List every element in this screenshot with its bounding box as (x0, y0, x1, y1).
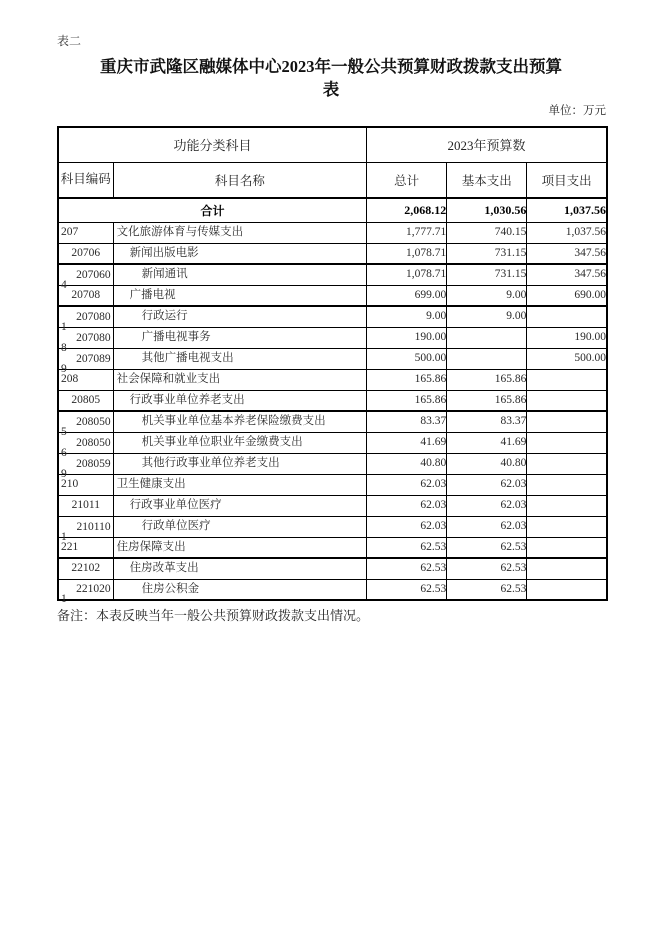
code-main: 207 (61, 226, 79, 238)
project-cell: 1,037.56 (527, 222, 607, 243)
table-row (58, 327, 607, 348)
total-cell: 62.53 (367, 558, 447, 579)
code-main: 20805 (71, 393, 101, 406)
code-cell (58, 306, 113, 333)
basic-cell: 62.03 (447, 474, 527, 495)
total-row-basic: 1,030.56 (447, 198, 527, 222)
code-hang-digit: 9 (61, 362, 67, 375)
project-cell (527, 369, 607, 390)
code-main: 21011 (71, 499, 100, 511)
basic-cell: 9.00 (447, 306, 527, 327)
code-cell (58, 264, 113, 291)
total-cell: 190.00 (367, 327, 447, 348)
code-main: 20708 (71, 288, 101, 301)
table-row (58, 285, 607, 306)
name-cell: 机关事业单位职业年金缴费支出 (113, 432, 366, 453)
table-row (58, 348, 607, 369)
code-cell (58, 222, 113, 243)
total-cell: 699.00 (367, 285, 447, 306)
code-hang-digit: 5 (61, 425, 67, 438)
header-function-group: 功能分类科目 (58, 127, 367, 162)
table-header (58, 127, 607, 198)
project-cell (527, 432, 607, 453)
total-cell: 500.00 (367, 348, 447, 369)
budget-table (57, 126, 608, 605)
project-cell: 690.00 (527, 285, 607, 306)
code-hang-digit: 9 (61, 467, 67, 480)
table-row (58, 369, 607, 390)
name-cell: 机关事业单位基本养老保险缴费支出 (113, 411, 366, 432)
total-row (58, 198, 607, 222)
total-cell: 41.69 (367, 432, 447, 453)
name-cell: 社会保障和就业支出 (113, 369, 366, 390)
project-cell (527, 306, 607, 327)
code-cell (58, 558, 113, 579)
project-cell (527, 579, 607, 600)
page-title-line1: 重庆市武隆区融媒体中心2023年一般公共预算财政拨款支出预算 (100, 57, 562, 76)
footnote: 备注：本表反映当年一般公共预算财政拨款支出情况。 (57, 608, 370, 623)
total-cell: 1,078.71 (367, 243, 447, 264)
basic-cell: 41.69 (447, 432, 527, 453)
header-col-name: 科目名称 (113, 162, 366, 198)
code-hang-digit: 1 (61, 530, 67, 543)
total-cell: 1,078.71 (367, 264, 447, 285)
project-cell (527, 516, 607, 537)
basic-cell (447, 348, 527, 369)
name-cell: 住房保障支出 (113, 537, 366, 558)
basic-cell: 9.00 (447, 285, 527, 306)
table-body (58, 198, 607, 605)
code-main: 207080 (76, 310, 111, 323)
table-row (58, 453, 607, 474)
header-col-total: 总计 (367, 162, 447, 198)
code-hang-digit: 1 (61, 320, 67, 333)
project-cell (527, 390, 607, 411)
basic-cell: 62.53 (447, 579, 527, 600)
table-row (58, 432, 607, 453)
table-row (58, 474, 607, 495)
total-cell: 62.03 (367, 516, 447, 537)
code-main: 22102 (71, 562, 101, 575)
project-cell: 347.56 (527, 264, 607, 285)
code-main: 208050 (76, 415, 111, 428)
code-main: 208059 (76, 457, 111, 470)
table-row (58, 579, 607, 600)
header-budget-group: 2023年预算数 (367, 127, 607, 162)
name-cell: 其他行政事业单位养老支出 (113, 453, 366, 474)
code-cell (58, 390, 113, 411)
project-cell (527, 411, 607, 432)
table-row (58, 411, 607, 432)
code-main: 20706 (71, 246, 101, 259)
code-main: 210 (61, 478, 79, 490)
basic-cell: 165.86 (447, 369, 527, 390)
name-cell: 新闻出版电影 (113, 243, 366, 264)
name-cell: 行政事业单位养老支出 (113, 390, 366, 411)
code-main: 208 (61, 373, 79, 385)
code-hang-digit: 4 (61, 278, 67, 291)
name-cell: 广播电视事务 (113, 327, 366, 348)
project-cell (527, 537, 607, 558)
total-row-total: 2,068.12 (367, 198, 447, 222)
total-cell: 83.37 (367, 411, 447, 432)
basic-cell: 62.53 (447, 537, 527, 558)
basic-cell: 740.15 (447, 222, 527, 243)
project-cell (527, 453, 607, 474)
page-label: 表二 (57, 34, 82, 48)
code-main: 207089 (76, 352, 111, 365)
header-col-code: 科目编码 (58, 162, 113, 198)
name-cell: 新闻通讯 (113, 264, 366, 285)
basic-cell: 731.15 (447, 243, 527, 264)
code-hang-digit: 1 (61, 593, 67, 605)
code-main: 221020 (76, 583, 111, 596)
project-cell: 190.00 (527, 327, 607, 348)
total-cell: 62.53 (367, 579, 447, 600)
code-hang-digit: 8 (61, 341, 67, 354)
name-cell: 行政运行 (113, 306, 366, 327)
code-cell (58, 243, 113, 264)
name-cell: 住房改革支出 (113, 558, 366, 579)
total-cell: 62.03 (367, 495, 447, 516)
total-cell: 165.86 (367, 369, 447, 390)
page-title-line2: 表 (322, 80, 340, 99)
project-cell: 347.56 (527, 243, 607, 264)
code-main: 208050 (76, 436, 111, 449)
basic-cell: 165.86 (447, 390, 527, 411)
table-row (58, 243, 607, 264)
table-row (58, 264, 607, 285)
code-cell (58, 579, 113, 605)
name-cell: 文化旅游体育与传媒支出 (113, 222, 366, 243)
code-cell (58, 516, 113, 543)
code-main: 207080 (76, 331, 111, 344)
name-cell: 卫生健康支出 (113, 474, 366, 495)
header-group-row (58, 127, 607, 162)
code-main: 210110 (76, 520, 111, 533)
table-row (58, 222, 607, 243)
basic-cell: 62.53 (447, 558, 527, 579)
name-cell: 住房公积金 (113, 579, 366, 600)
name-cell: 行政单位医疗 (113, 516, 366, 537)
code-hang-digit: 6 (61, 446, 67, 459)
total-cell: 165.86 (367, 390, 447, 411)
total-row-label: 合计 (58, 198, 367, 222)
table-row (58, 516, 607, 537)
table-row (58, 537, 607, 558)
header-col-basic: 基本支出 (447, 162, 527, 198)
code-main: 207060 (76, 268, 111, 281)
table-row (58, 306, 607, 327)
total-cell: 40.80 (367, 453, 447, 474)
total-row-project: 1,037.56 (527, 198, 607, 222)
name-cell: 广播电视 (113, 285, 366, 306)
basic-cell: 731.15 (447, 264, 527, 285)
table-row (58, 495, 607, 516)
unit-label: 单位：万元 (548, 105, 606, 117)
project-cell (527, 495, 607, 516)
code-cell (58, 495, 113, 516)
total-cell: 1,777.71 (367, 222, 447, 243)
basic-cell: 40.80 (447, 453, 527, 474)
basic-cell: 62.03 (447, 516, 527, 537)
code-main: 221 (61, 540, 79, 553)
page-title (91, 55, 571, 99)
name-cell: 其他广播电视支出 (113, 348, 366, 369)
project-cell (527, 474, 607, 495)
header-col-project: 项目支出 (527, 162, 607, 198)
total-cell: 9.00 (367, 306, 447, 327)
total-cell: 62.53 (367, 537, 447, 558)
header-columns-row (58, 162, 607, 198)
name-cell: 行政事业单位医疗 (113, 495, 366, 516)
code-cell (58, 411, 113, 438)
basic-cell: 62.03 (447, 495, 527, 516)
table-row (58, 558, 607, 579)
project-cell (527, 558, 607, 579)
table-row (58, 390, 607, 411)
basic-cell (447, 327, 527, 348)
basic-cell: 83.37 (447, 411, 527, 432)
total-cell: 62.03 (367, 474, 447, 495)
project-cell: 500.00 (527, 348, 607, 369)
